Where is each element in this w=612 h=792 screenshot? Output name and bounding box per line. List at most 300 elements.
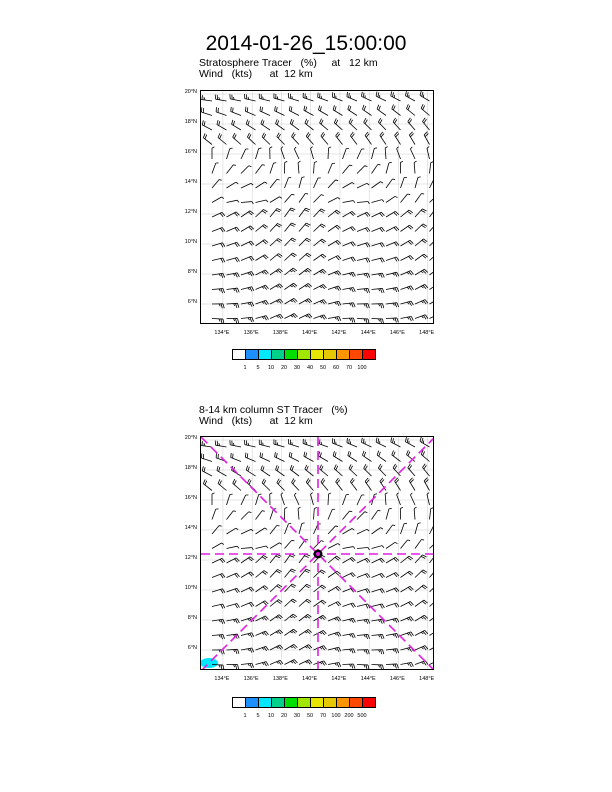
wind-barb: [256, 555, 268, 567]
colorbar-swatch: [232, 697, 246, 708]
wind-barb: [305, 132, 316, 144]
wind-barb: [400, 507, 403, 519]
wind-barb: [400, 161, 403, 173]
wind-barb: [401, 301, 414, 309]
wind-barb: [430, 507, 434, 519]
wind-barb: [357, 604, 370, 611]
wind-barb: [328, 662, 341, 669]
wind-barb: [273, 106, 286, 115]
wind-barb: [401, 224, 414, 235]
wind-barb: [258, 440, 271, 447]
wind-barb: [343, 226, 356, 235]
wind-barb: [226, 319, 238, 324]
wind-barb: [270, 196, 282, 204]
wind-barb: [270, 554, 281, 566]
wind-barb: [372, 258, 385, 265]
wind-barb: [364, 132, 375, 145]
wind-barb: [212, 634, 225, 640]
wind-barb: [361, 105, 374, 116]
wind-barb: [285, 207, 296, 220]
wind-barb: [299, 583, 311, 595]
wind-barb: [285, 523, 292, 535]
wind-barb: [227, 200, 239, 205]
wind-barb: [343, 603, 356, 611]
wind-barb: [303, 452, 316, 462]
colorbar-legend-stratosphere: [232, 349, 375, 360]
wind-barb: [343, 546, 355, 551]
wind-barb: [328, 571, 341, 582]
colorbar-swatch: [323, 697, 337, 708]
wind-barb: [414, 161, 417, 173]
wind-barb: [270, 283, 283, 293]
wind-barb: [227, 288, 240, 294]
wind-barb: [430, 268, 435, 279]
wind-barb: [328, 286, 341, 294]
wind-barb: [299, 598, 311, 609]
wind-barb: [227, 619, 240, 626]
wind-barb: [270, 584, 282, 596]
wind-barb: [357, 634, 370, 640]
colorbar-label: 20: [280, 365, 288, 371]
wind-barb: [294, 147, 301, 159]
longitude-label: 146°E: [389, 330, 405, 336]
wind-barb: [241, 663, 254, 669]
wind-barb: [328, 179, 338, 190]
wind-barb: [360, 438, 373, 447]
colorbar-swatch: [284, 349, 298, 360]
wind-barb: [415, 539, 424, 550]
wind-barb: [406, 104, 418, 115]
wind-barb: [350, 478, 361, 490]
wind-barb: [430, 177, 435, 189]
wind-barb: [423, 132, 433, 145]
wind-barb: [270, 268, 283, 279]
wind-barb: [328, 270, 341, 279]
wind-barb: [285, 598, 297, 610]
wind-barb: [245, 120, 258, 130]
wind-barb: [241, 302, 254, 309]
wind-barb: [357, 558, 370, 567]
wind-barb: [214, 441, 227, 447]
wind-barb: [328, 209, 340, 220]
wind-barb: [227, 242, 240, 250]
wind-barb: [419, 91, 432, 101]
wind-barb: [371, 665, 383, 670]
wind-barb: [285, 222, 296, 234]
latitude-label: 6°N: [187, 299, 197, 305]
wind-barb: [256, 527, 268, 536]
wind-barb: [343, 633, 356, 640]
wind-barb: [303, 106, 316, 116]
wind-barb: [333, 465, 345, 476]
wind-barb: [212, 162, 219, 174]
longitude-label: 140°E: [302, 330, 318, 336]
wind-barb: [256, 164, 265, 175]
wind-barb: [385, 147, 388, 159]
wind-barb: [256, 181, 268, 190]
wind-barb: [415, 522, 421, 534]
wind-barb: [314, 284, 327, 294]
wind-barb: [430, 283, 435, 294]
wind-barb: [227, 182, 239, 191]
wind-barb: [273, 93, 286, 101]
wind-barb: [201, 453, 213, 461]
wind-barb: [401, 176, 407, 188]
wind-barb: [287, 93, 300, 101]
wind-barb: [415, 569, 427, 581]
wind-barb: [247, 133, 259, 145]
wind-barb: [288, 452, 301, 462]
wind-barb: [415, 284, 428, 294]
wind-barb: [415, 615, 428, 625]
wind-barb: [241, 511, 251, 521]
wind-barb: [372, 304, 384, 309]
wind-barb: [401, 570, 414, 581]
wind-barb: [244, 94, 257, 101]
wind-barb: [276, 133, 288, 145]
wind-barb: [404, 91, 417, 101]
wind-barb: [335, 132, 346, 144]
wind-barb: [396, 493, 403, 505]
wind-barb: [343, 510, 353, 521]
latitude-label: 10°N: [184, 585, 197, 591]
latitude-label: 8°N: [187, 269, 197, 275]
wind-barb: [244, 107, 257, 116]
wind-barb: [410, 147, 417, 159]
wind-barb: [299, 313, 312, 322]
wind-barb: [386, 162, 392, 174]
wind-barb: [256, 631, 269, 640]
wind-barb: [320, 478, 331, 490]
wind-barb: [285, 539, 295, 550]
wind-barb: [379, 132, 390, 145]
wind-barb: [360, 92, 373, 101]
wind-barb: [226, 665, 238, 670]
wind-barb: [227, 546, 239, 551]
wind-barb: [390, 437, 403, 447]
wind-barb: [357, 304, 369, 309]
wind-barb: [376, 451, 389, 462]
longitude-label: 142°E: [331, 330, 347, 336]
longitude-label: 138°E: [272, 676, 288, 682]
wind-barb: [343, 557, 356, 567]
wind-barb: [261, 479, 273, 491]
wind-barb: [386, 211, 399, 221]
latitude-label: 18°N: [184, 119, 197, 125]
wind-barb: [386, 633, 399, 640]
wind-barb: [241, 201, 253, 205]
wind-barb: [372, 212, 385, 221]
wind-barb: [299, 268, 311, 279]
wind-barb: [328, 616, 341, 625]
colorbar-legend-column-tracer: [232, 697, 375, 708]
wind-barb: [386, 287, 399, 294]
wind-barb: [201, 466, 214, 476]
wind-barb: [285, 177, 292, 189]
wind-barb: [357, 547, 369, 551]
wind-barb: [328, 225, 341, 236]
wind-barb: [314, 314, 327, 322]
wind-barb: [357, 573, 370, 582]
colorbar-swatch: [310, 349, 324, 360]
colorbar-swatch: [297, 697, 311, 708]
wind-barb: [386, 508, 392, 520]
wind-barb: [386, 603, 399, 611]
longitude-label: 140°E: [302, 676, 318, 682]
wind-barb: [241, 165, 251, 175]
colorbar-label: 100: [357, 365, 367, 371]
wind-barb: [273, 452, 286, 461]
wind-barb: [357, 165, 367, 175]
wind-barb: [298, 507, 302, 519]
wind-barb: [386, 649, 399, 655]
wind-barb: [328, 508, 335, 520]
wind-barb: [361, 451, 374, 462]
panel-2-title-line2: Wind (kts) at 12 km: [199, 415, 313, 427]
wind-barb: [386, 572, 399, 582]
wind-barb: [212, 304, 224, 309]
wind-barb: [227, 510, 236, 521]
wind-barb: [217, 479, 229, 490]
latitude-label: 20°N: [184, 89, 197, 95]
wind-barb: [372, 545, 384, 551]
wind-barb: [430, 568, 435, 580]
wind-barb: [415, 193, 424, 204]
wind-barb: [285, 298, 298, 308]
wind-barb: [328, 147, 331, 159]
latitude-label: 20°N: [184, 435, 197, 441]
latitude-label: 8°N: [187, 615, 197, 621]
colorbar-label: 5: [256, 713, 260, 719]
wind-barb: [310, 147, 316, 159]
wind-barb: [299, 222, 310, 234]
colorbar-label: 40: [306, 365, 314, 371]
wind-barb: [372, 181, 383, 190]
wind-barb: [270, 644, 283, 654]
colorbar-swatch: [232, 349, 246, 360]
colorbar-label: 60: [332, 365, 340, 371]
wind-barb: [314, 660, 327, 668]
wind-barb: [372, 163, 381, 174]
wind-barb: [328, 493, 331, 505]
colorbar-swatch: [336, 349, 350, 360]
wind-barb: [401, 662, 414, 669]
wind-barb: [391, 105, 403, 116]
colorbar-label: 20: [280, 713, 288, 719]
wind-barb: [270, 147, 273, 159]
colorbar-label: 70: [345, 365, 353, 371]
wind-barb: [386, 587, 399, 596]
wind-barb: [357, 665, 369, 670]
wind-barb: [430, 644, 435, 654]
wind-barb: [415, 223, 427, 235]
wind-barb: [375, 92, 388, 101]
wind-barb: [256, 585, 269, 596]
wind-barb: [256, 147, 262, 159]
wind-barb: [212, 542, 224, 550]
wind-barb: [409, 478, 419, 491]
wind-barb: [386, 257, 399, 265]
wind-barb: [328, 316, 341, 323]
wind-barb: [343, 318, 355, 323]
wind-barb: [305, 478, 316, 490]
wind-barb: [212, 147, 215, 159]
wind-barb: [328, 601, 341, 610]
colorbar-swatch: [323, 349, 337, 360]
wind-barb: [314, 615, 327, 625]
wind-barb: [420, 450, 432, 461]
wind-barb: [430, 583, 435, 595]
wind-barb: [285, 193, 295, 204]
latitude-label: 12°N: [184, 209, 197, 215]
wind-barb: [314, 223, 326, 235]
wind-barb: [319, 465, 331, 476]
colorbar-swatch: [362, 349, 376, 360]
wind-barb: [328, 240, 341, 250]
wind-barb: [372, 573, 385, 582]
wind-barb: [270, 298, 283, 308]
wind-barb: [401, 240, 414, 250]
wind-barb: [331, 438, 344, 447]
wind-barb: [430, 237, 435, 249]
wind-barb: [401, 555, 413, 566]
colorbar-swatch: [258, 697, 272, 708]
wind-barb: [415, 269, 428, 279]
wind-barb: [401, 616, 414, 625]
wind-barb: [372, 242, 385, 250]
colorbar-swatch: [271, 349, 285, 360]
wind-barb: [227, 573, 240, 582]
panel-1-title-line1: Stratosphere Tracer (%) at 12 km: [199, 57, 378, 69]
wind-barb: [216, 466, 229, 476]
wind-barb: [256, 315, 269, 323]
wind-barb: [386, 557, 399, 567]
wind-barb: [328, 162, 335, 174]
wind-barb: [212, 493, 215, 505]
latitude-label: 16°N: [184, 495, 197, 501]
latitude-label: 12°N: [184, 555, 197, 561]
wind-barb: [260, 465, 273, 476]
wind-barb: [357, 288, 370, 294]
wind-barb: [270, 493, 273, 505]
wind-barb: [317, 106, 330, 116]
colorbar-label: 10: [267, 365, 275, 371]
wind-barb: [270, 569, 282, 581]
wind-barb: [430, 222, 435, 234]
wind-barb: [415, 314, 428, 322]
wind-barb: [372, 227, 385, 236]
wind-barb: [328, 255, 341, 264]
colorbar-swatch: [336, 697, 350, 708]
colorbar-label: 1: [243, 365, 247, 371]
wind-barb: [343, 211, 356, 221]
panel-2-title-line1: 8-14 km column ST Tracer (%): [199, 404, 348, 416]
wind-barb: [386, 241, 399, 250]
wind-barb: [304, 119, 316, 130]
wind-barb: [314, 269, 327, 279]
wind-barb: [357, 319, 369, 324]
wind-barb: [423, 478, 433, 491]
latitude-label: 16°N: [184, 149, 197, 155]
wind-barb: [294, 493, 301, 505]
wind-barb: [291, 479, 303, 491]
wind-barb: [299, 176, 305, 188]
wind-barb: [415, 630, 428, 640]
wind-barb: [217, 133, 229, 144]
wind-barb: [227, 493, 233, 505]
wind-barb: [386, 196, 397, 205]
colorbar-swatch: [349, 697, 363, 708]
main-title: 2014-01-26_15:00:00: [205, 32, 407, 55]
longitude-label: 142°E: [331, 676, 347, 682]
wind-barb: [285, 252, 297, 264]
wind-barb: [299, 568, 310, 580]
latitude-label: 14°N: [184, 179, 197, 185]
wind-barb: [270, 162, 276, 174]
wind-barb: [343, 649, 356, 655]
wind-barb: [320, 132, 331, 144]
wind-barb: [298, 161, 302, 173]
wind-barb: [212, 196, 224, 204]
wind-barb: [299, 522, 305, 534]
longitude-label: 134°E: [214, 330, 230, 336]
wind-barb: [256, 285, 269, 294]
wind-barb: [328, 632, 341, 640]
wind-barb: [415, 599, 428, 610]
wind-barb: [227, 147, 233, 159]
wind-barb: [285, 237, 297, 249]
wind-barb: [314, 507, 317, 519]
wind-barb: [401, 209, 413, 220]
wind-barb: [386, 618, 399, 625]
wind-barb: [214, 95, 227, 101]
wind-barb: [430, 629, 435, 640]
wind-barb: [244, 453, 257, 462]
wind-barb: [332, 451, 345, 461]
wind-barb: [415, 176, 421, 188]
wind-barb: [328, 647, 341, 654]
wind-barb: [241, 317, 254, 323]
wind-barb: [299, 283, 312, 293]
wind-barb: [372, 634, 385, 640]
colorbar-swatch: [245, 349, 259, 360]
wind-barb: [241, 547, 253, 551]
wind-barb: [202, 479, 214, 490]
wind-barb: [372, 650, 384, 655]
wind-barb: [372, 147, 377, 159]
wind-barb: [430, 313, 435, 322]
wind-barb: [343, 287, 356, 294]
wind-barb: [227, 528, 239, 537]
wind-barb: [328, 586, 341, 596]
colorbar-swatch: [284, 697, 298, 708]
wind-barb: [231, 120, 244, 130]
wind-barb: [376, 105, 389, 116]
wind-barb: [289, 465, 301, 476]
wind-barb: [275, 119, 288, 130]
wind-barb: [415, 299, 428, 308]
wind-barb: [285, 313, 298, 323]
wind-barb: [328, 525, 338, 536]
wind-barb: [314, 630, 327, 640]
wind-barb: [364, 478, 375, 491]
colorbar-label: 200: [344, 713, 354, 719]
wind-barb: [335, 478, 346, 490]
colorbar-label: 50: [319, 365, 327, 371]
wind-barb: [227, 588, 240, 596]
colorbar-label: 1: [243, 713, 247, 719]
wind-barb: [430, 298, 435, 308]
